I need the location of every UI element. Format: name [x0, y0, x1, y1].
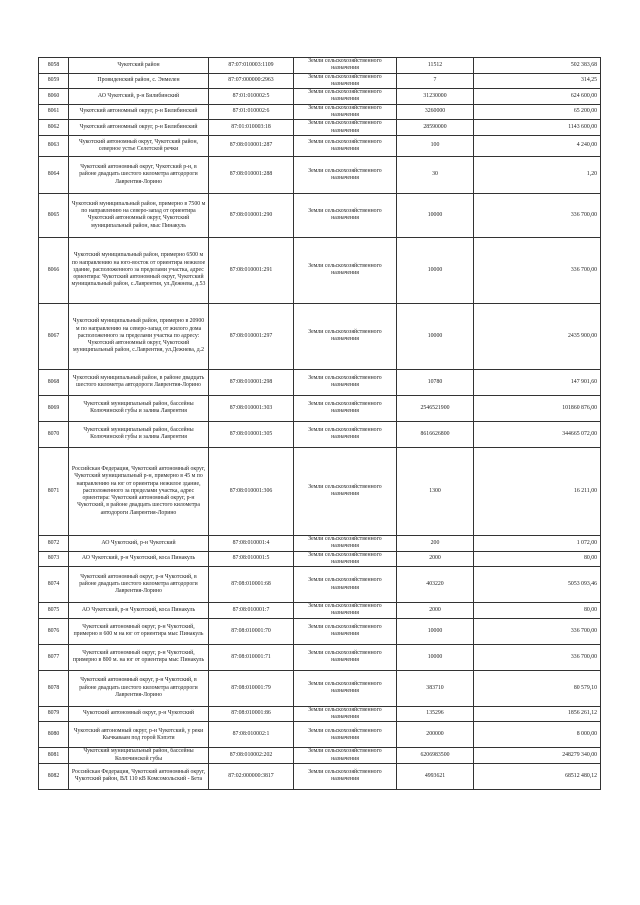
area-cell: 2000 — [397, 603, 474, 619]
address-cell: Чукотский автономный округ, р-н Чукотский, в районе двадцать шестого километра автодороги Лаврентия-Лорино — [69, 670, 209, 706]
row-number-cell: 8065 — [39, 193, 69, 237]
address-cell: Чукотский автономный округ, р-н Чукотский, примерно в 600 м на юг от ориентира мыс Пинакуль — [69, 618, 209, 644]
cadastral-number-cell: 87:08:010002:1 — [209, 722, 294, 748]
address-cell: Чукотский муниципальный район, в районе двадцать шестого километра автодороги Лаврентия-Лорино — [69, 369, 209, 395]
address-cell: Российская Федерация, Чукотский автономный округ, Чукотский муниципальный р-н, примерно в 45 м по направлению на юг от ориентира нежилое здание, расположенного за пределами участка, адрес ориентира: Чукотский автономный округ, р-н Чукотский, в районе двадцать шестого километра автодороги Лаврентия-Лорино — [69, 447, 209, 535]
cadastral-value-cell: 1143 600,00 — [474, 120, 601, 136]
area-cell: 31230000 — [397, 89, 474, 105]
table-row — [39, 120, 601, 136]
cadastral-number-cell: 87:08:010001:70 — [209, 618, 294, 644]
table-row — [39, 603, 601, 619]
land-category-cell: Земли сельскохозяйственного назначения — [294, 369, 397, 395]
cadastral-number-cell: 87:08:010001:306 — [209, 447, 294, 535]
land-category-cell: Земли сельскохозяйственного назначения — [294, 551, 397, 567]
area-cell: 10780 — [397, 369, 474, 395]
row-number-cell: 8081 — [39, 748, 69, 764]
cadastral-value-cell: 1856 261,12 — [474, 706, 601, 722]
address-cell: Чукотский район — [69, 58, 209, 74]
table-row — [39, 193, 601, 237]
cadastral-number-cell: 87:08:010001:4 — [209, 535, 294, 551]
address-cell: Чукотский муниципальный район, бассейны Колючинской губы — [69, 748, 209, 764]
address-cell: Чукотский автономный округ, Чукотский район, северное устье Селетской речки — [69, 135, 209, 156]
address-cell: Чукотский автономный округ, р-н Чукотский — [69, 706, 209, 722]
area-cell: 135296 — [397, 706, 474, 722]
area-cell: 8616626800 — [397, 421, 474, 447]
row-number-cell: 8078 — [39, 670, 69, 706]
cadastral-number-cell: 87:08:010001:86 — [209, 706, 294, 722]
cadastral-number-cell: 87:08:010001:290 — [209, 193, 294, 237]
land-plots-table — [38, 57, 601, 790]
land-category-cell: Земли сельскохозяйственного назначения — [294, 73, 397, 89]
area-cell: 30 — [397, 156, 474, 193]
cadastral-number-cell: 87:08:010001:305 — [209, 421, 294, 447]
cadastral-number-cell: 87:02:000000:3817 — [209, 763, 294, 789]
cadastral-value-cell: 314,25 — [474, 73, 601, 89]
address-cell: АО Чукотский, р-н Чукотский, коса Пинакуль — [69, 603, 209, 619]
address-cell: Чукотский автономный округ, р-н Билибинский — [69, 120, 209, 136]
address-cell: Чукотский муниципальный район, бассейны Колючинской губы и залива Лаврентия — [69, 421, 209, 447]
land-category-cell: Земли сельскохозяйственного назначения — [294, 618, 397, 644]
cadastral-value-cell: 248279 340,00 — [474, 748, 601, 764]
land-category-cell: Земли сельскохозяйственного назначения — [294, 58, 397, 74]
land-category-cell: Земли сельскохозяйственного назначения — [294, 567, 397, 603]
area-cell: 28590000 — [397, 120, 474, 136]
address-cell: Чукотский автономный округ, Чукотский р-н, в районе двадцать шестого километра автодороги Лаврентия-Лорино — [69, 156, 209, 193]
address-cell: Чукотский муниципальный район, примерно в 7500 м по направлению на северо-запад от ориентира Чукотский автономный округ, Чукотский муниципальный район, мыс Пинакуль — [69, 193, 209, 237]
row-number-cell: 8071 — [39, 447, 69, 535]
cadastral-value-cell: 147 901,60 — [474, 369, 601, 395]
address-cell: Чукотский муниципальный район, бассейны Колючинской губы и залива Лаврентия — [69, 395, 209, 421]
land-category-cell: Земли сельскохозяйственного назначения — [294, 237, 397, 303]
cadastral-number-cell: 87:08:010001:68 — [209, 567, 294, 603]
table-row — [39, 722, 601, 748]
table-row — [39, 706, 601, 722]
land-category-cell: Земли сельскохозяйственного назначения — [294, 421, 397, 447]
cadastral-value-cell: 2435 900,00 — [474, 303, 601, 369]
cadastral-number-cell: 87:08:010001:298 — [209, 369, 294, 395]
cadastral-value-cell: 80,00 — [474, 603, 601, 619]
area-cell: 10000 — [397, 193, 474, 237]
cadastral-value-cell: 65 200,00 — [474, 104, 601, 120]
cadastral-value-cell: 502 383,68 — [474, 58, 601, 74]
address-cell: АО Чукотский, р-н Билибинский — [69, 89, 209, 105]
cadastral-number-cell: 87:08:010001:297 — [209, 303, 294, 369]
cadastral-number-cell: 87:01:010003:18 — [209, 120, 294, 136]
area-cell: 10000 — [397, 237, 474, 303]
address-cell: Провиденский район, с. Энмелен — [69, 73, 209, 89]
row-number-cell: 8069 — [39, 395, 69, 421]
cadastral-number-cell: 87:08:010001:5 — [209, 551, 294, 567]
cadastral-value-cell: 1 072,00 — [474, 535, 601, 551]
area-cell: 2000 — [397, 551, 474, 567]
cadastral-value-cell: 336 700,00 — [474, 618, 601, 644]
land-category-cell: Земли сельскохозяйственного назначения — [294, 644, 397, 670]
row-number-cell: 8073 — [39, 551, 69, 567]
address-cell: АО Чукотский, р-н Чукотский, коса Пинакуль — [69, 551, 209, 567]
area-cell: 10000 — [397, 303, 474, 369]
table-row — [39, 237, 601, 303]
table-row — [39, 748, 601, 764]
area-cell: 200000 — [397, 722, 474, 748]
land-category-cell: Земли сельскохозяйственного назначения — [294, 395, 397, 421]
address-cell: Чукотский автономный округ, р-н Билибинский — [69, 104, 209, 120]
cadastral-number-cell: 87:08:010001:287 — [209, 135, 294, 156]
row-number-cell: 8064 — [39, 156, 69, 193]
table-row — [39, 135, 601, 156]
area-cell: 403220 — [397, 567, 474, 603]
table-row — [39, 303, 601, 369]
land-category-cell: Земли сельскохозяйственного назначения — [294, 89, 397, 105]
land-category-cell: Земли сельскохозяйственного назначения — [294, 603, 397, 619]
table-row — [39, 104, 601, 120]
cadastral-value-cell: 80 579,10 — [474, 670, 601, 706]
cadastral-number-cell: 87:08:010001:79 — [209, 670, 294, 706]
table-body — [39, 58, 601, 790]
table-row — [39, 551, 601, 567]
cadastral-number-cell: 87:01:010002:6 — [209, 104, 294, 120]
area-cell: 1300 — [397, 447, 474, 535]
cadastral-value-cell: 101860 876,00 — [474, 395, 601, 421]
cadastral-value-cell: 8 000,00 — [474, 722, 601, 748]
land-category-cell: Земли сельскохозяйственного назначения — [294, 193, 397, 237]
address-cell: Чукотский муниципальный район, примерно в 20900 м по направлению на северо-запад от жилого дома расположенного за пределами участка по адресу: Чукотский автономный округ, Чукотский муниципальный район, с.Лаврентия, ул.Дежнева, д.2 — [69, 303, 209, 369]
area-cell: 6206983500 — [397, 748, 474, 764]
address-cell: Чукотский автономный округ, р-н Чукотский, в районе двадцать шестого километра автодороги Лаврентия-Лорино — [69, 567, 209, 603]
row-number-cell: 8074 — [39, 567, 69, 603]
table-row — [39, 567, 601, 603]
table-row — [39, 670, 601, 706]
cadastral-number-cell: 87:07:010003:1109 — [209, 58, 294, 74]
table-row — [39, 156, 601, 193]
cadastral-value-cell: 344665 072,00 — [474, 421, 601, 447]
row-number-cell: 8059 — [39, 73, 69, 89]
area-cell: 3260000 — [397, 104, 474, 120]
cadastral-value-cell: 336 700,00 — [474, 193, 601, 237]
row-number-cell: 8063 — [39, 135, 69, 156]
cadastral-number-cell: 87:08:010002:202 — [209, 748, 294, 764]
table-row — [39, 58, 601, 74]
table-row — [39, 644, 601, 670]
cadastral-value-cell: 68512 480,12 — [474, 763, 601, 789]
cadastral-number-cell: 87:01:010002:5 — [209, 89, 294, 105]
cadastral-value-cell: 80,00 — [474, 551, 601, 567]
cadastral-number-cell: 87:08:010001:71 — [209, 644, 294, 670]
area-cell: 200 — [397, 535, 474, 551]
table-row — [39, 447, 601, 535]
row-number-cell: 8067 — [39, 303, 69, 369]
land-category-cell: Земли сельскохозяйственного назначения — [294, 447, 397, 535]
address-cell: Чукотский муниципальный район, примерно 6500 м по направлению на юго-восток от ориентира нежилое здание, расположенного за пределами участка, адрес ориентира: Чукотский автономный округ, Чукотский муниципальный район, с.Лаврентия, ул.Дежнева, д.53 — [69, 237, 209, 303]
address-cell: АО Чукотский, р-н Чукотский — [69, 535, 209, 551]
row-number-cell: 8060 — [39, 89, 69, 105]
land-category-cell: Земли сельскохозяйственного назначения — [294, 104, 397, 120]
address-cell: Российская Федерация, Чукотский автономный округ, Чукотский район, ВЛ 110 кВ Комсомольский - Бета — [69, 763, 209, 789]
area-cell: 100 — [397, 135, 474, 156]
cadastral-number-cell: 87:07:000000:2963 — [209, 73, 294, 89]
area-cell: 2546521900 — [397, 395, 474, 421]
cadastral-number-cell: 87:08:010001:303 — [209, 395, 294, 421]
table-row — [39, 421, 601, 447]
land-category-cell: Земли сельскохозяйственного назначения — [294, 535, 397, 551]
table-row — [39, 535, 601, 551]
area-cell: 383710 — [397, 670, 474, 706]
row-number-cell: 8082 — [39, 763, 69, 789]
area-cell: 10000 — [397, 644, 474, 670]
land-category-cell: Земли сельскохозяйственного назначения — [294, 156, 397, 193]
table-row — [39, 73, 601, 89]
document-page — [38, 57, 600, 790]
table-row — [39, 395, 601, 421]
table-row — [39, 89, 601, 105]
table-row — [39, 763, 601, 789]
land-category-cell: Земли сельскохозяйственного назначения — [294, 135, 397, 156]
row-number-cell: 8062 — [39, 120, 69, 136]
cadastral-value-cell: 1,20 — [474, 156, 601, 193]
row-number-cell: 8072 — [39, 535, 69, 551]
land-category-cell: Земли сельскохозяйственного назначения — [294, 763, 397, 789]
row-number-cell: 8079 — [39, 706, 69, 722]
area-cell: 4993621 — [397, 763, 474, 789]
cadastral-value-cell: 16 211,00 — [474, 447, 601, 535]
table-row — [39, 369, 601, 395]
cadastral-number-cell: 87:08:010001:7 — [209, 603, 294, 619]
row-number-cell: 8061 — [39, 104, 69, 120]
cadastral-value-cell: 336 700,00 — [474, 644, 601, 670]
address-cell: Чукотский автономный округ, р-н Чукотский, примерно в 800 м. на юг от ориентира мыс Пинакуль — [69, 644, 209, 670]
cadastral-number-cell: 87:08:010001:288 — [209, 156, 294, 193]
table-row — [39, 618, 601, 644]
cadastral-value-cell: 624 600,00 — [474, 89, 601, 105]
row-number-cell: 8058 — [39, 58, 69, 74]
address-cell: Чукотский автономный округ, р-н Чукотский, у реки Кычкаваам под горой Кэпэти — [69, 722, 209, 748]
land-category-cell: Земли сельскохозяйственного назначения — [294, 706, 397, 722]
area-cell: 7 — [397, 73, 474, 89]
row-number-cell: 8080 — [39, 722, 69, 748]
land-category-cell: Земли сельскохозяйственного назначения — [294, 748, 397, 764]
row-number-cell: 8075 — [39, 603, 69, 619]
row-number-cell: 8068 — [39, 369, 69, 395]
cadastral-value-cell: 4 240,00 — [474, 135, 601, 156]
land-category-cell: Земли сельскохозяйственного назначения — [294, 722, 397, 748]
cadastral-value-cell: 5053 093,46 — [474, 567, 601, 603]
row-number-cell: 8066 — [39, 237, 69, 303]
row-number-cell: 8077 — [39, 644, 69, 670]
land-category-cell: Земли сельскохозяйственного назначения — [294, 303, 397, 369]
area-cell: 11512 — [397, 58, 474, 74]
land-category-cell: Земли сельскохозяйственного назначения — [294, 670, 397, 706]
area-cell: 10000 — [397, 618, 474, 644]
cadastral-value-cell: 336 700,00 — [474, 237, 601, 303]
row-number-cell: 8076 — [39, 618, 69, 644]
land-category-cell: Земли сельскохозяйственного назначения — [294, 120, 397, 136]
cadastral-number-cell: 87:08:010001:291 — [209, 237, 294, 303]
row-number-cell: 8070 — [39, 421, 69, 447]
